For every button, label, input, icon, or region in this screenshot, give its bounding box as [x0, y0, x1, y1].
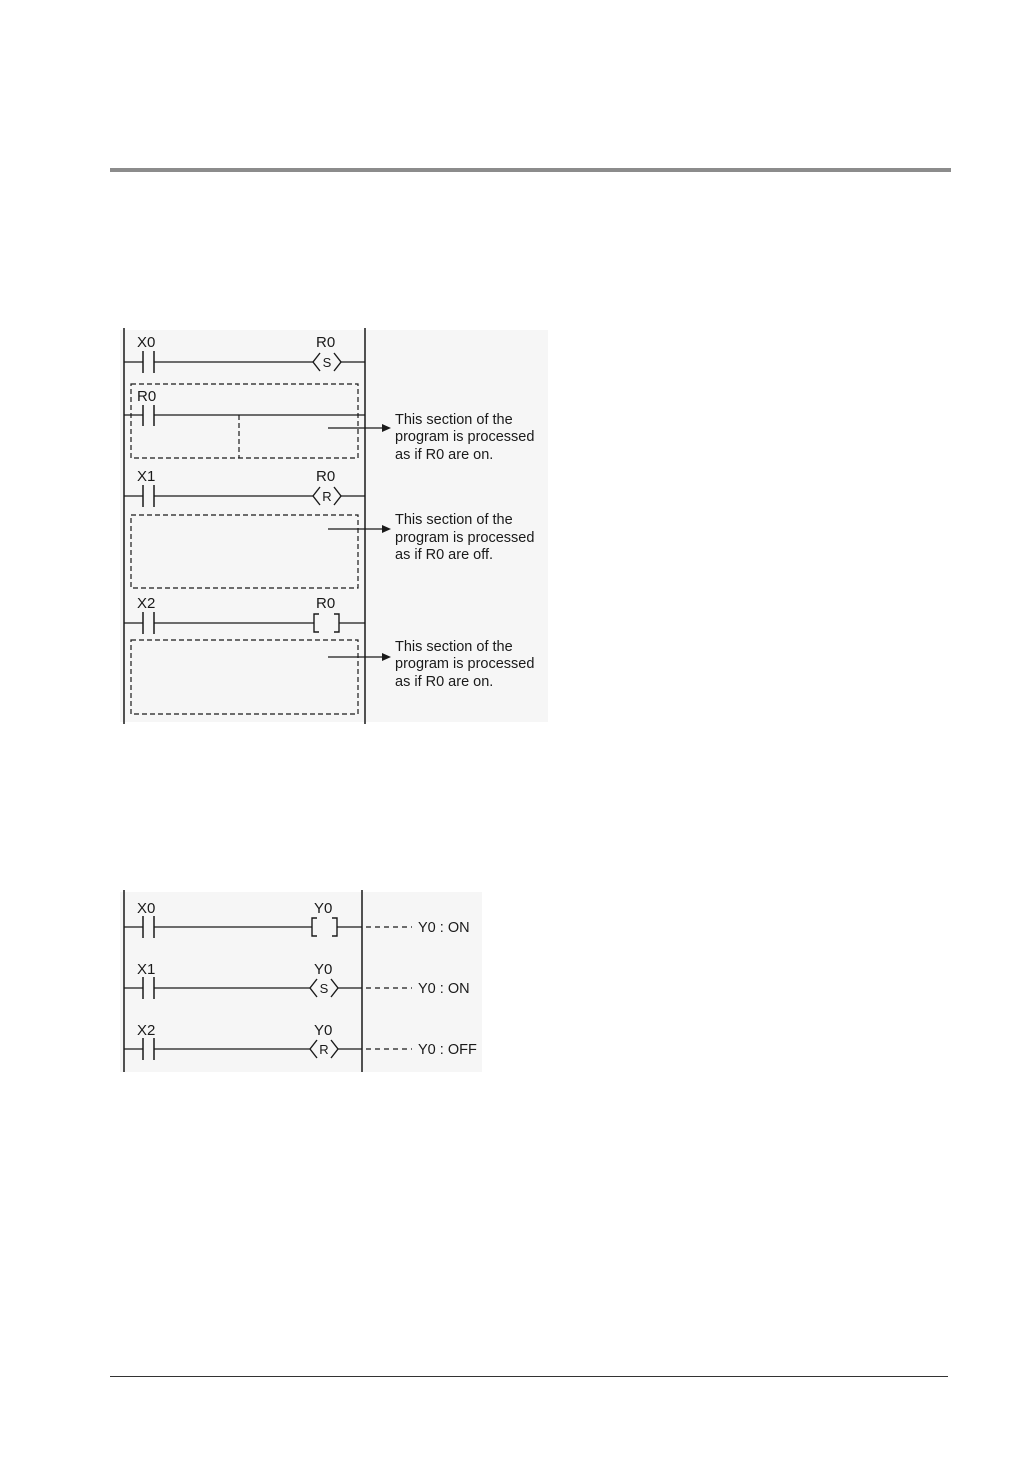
coil-label: Y0: [314, 900, 333, 917]
contact-label: R0: [137, 388, 157, 405]
svg-text:This section of the: This section of the: [395, 639, 513, 655]
contact-label: X2: [137, 595, 156, 612]
coil-label: R0: [316, 468, 336, 485]
rung-x0-out-y0: [124, 900, 470, 938]
contact-label: X0: [137, 900, 156, 917]
result-label: Y0 : ON: [418, 920, 470, 936]
svg-text:as if R0 are on.: as if R0 are on.: [395, 674, 494, 690]
svg-text:This section of the: This section of the: [395, 512, 513, 528]
svg-text:program is processed: program is processed: [395, 530, 535, 546]
contact-label: X1: [137, 961, 156, 978]
svg-text:program is processed: program is processed: [395, 429, 535, 445]
coil-label: Y0: [314, 1022, 333, 1039]
result-label: Y0 : ON: [418, 981, 470, 997]
result-label: Y0 : OFF: [418, 1042, 477, 1058]
footer-rule: [110, 1376, 948, 1377]
coil-label: R0: [316, 334, 336, 351]
coil-type: R: [322, 489, 332, 504]
svg-text:This section of the: This section of the: [395, 412, 513, 428]
svg-text:as if R0 are off.: as if R0 are off.: [395, 547, 494, 563]
coil-label: Y0: [314, 961, 333, 978]
rung-x2-reset-y0: [124, 1022, 477, 1060]
coil-label: R0: [316, 595, 336, 612]
svg-text:as if R0 are on.: as if R0 are on.: [395, 447, 494, 463]
svg-text:program is processed: program is processed: [395, 656, 535, 672]
contact-label: X2: [137, 1022, 156, 1039]
rung-x1-set-y0: [124, 961, 470, 999]
coil-type: S: [319, 981, 329, 996]
coil-type: R: [319, 1042, 329, 1057]
contact-label: X0: [137, 334, 156, 351]
contact-label: X1: [137, 468, 156, 485]
coil-type: S: [322, 355, 332, 370]
